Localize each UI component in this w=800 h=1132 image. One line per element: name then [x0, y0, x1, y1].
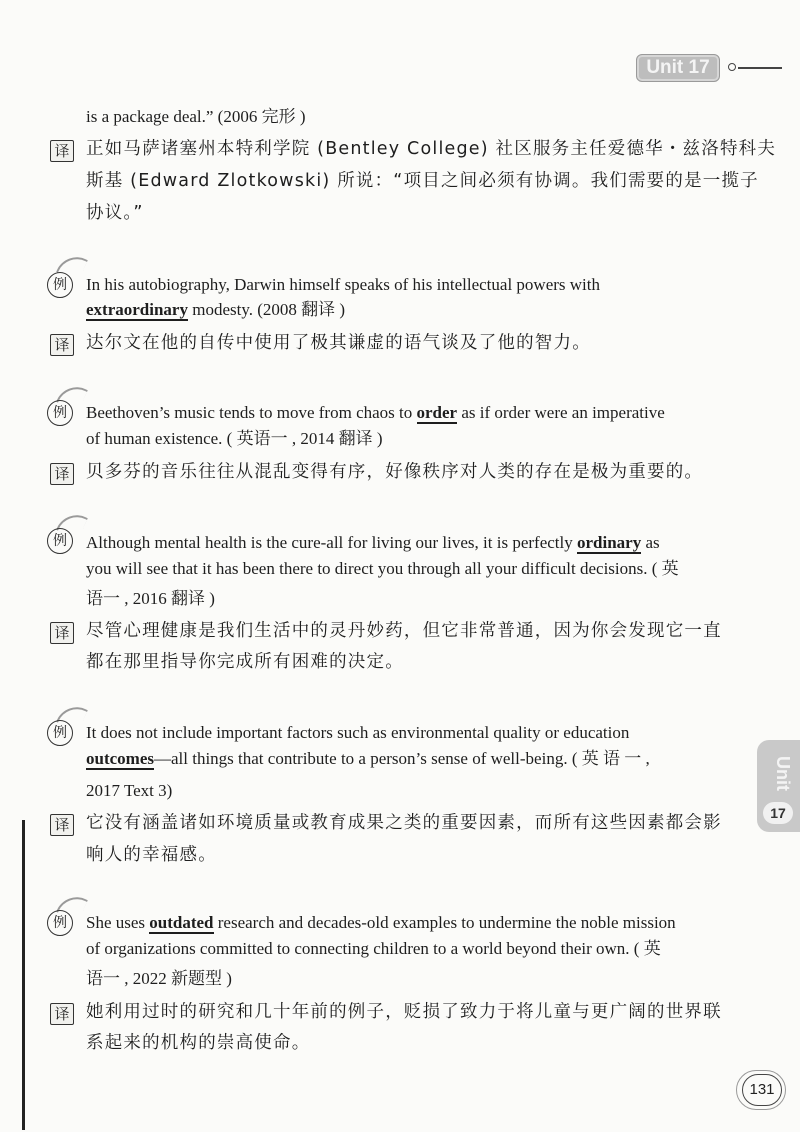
example-marker-icon: 例 — [47, 910, 73, 936]
translation-line: 她利用过时的研究和几十年前的例子，贬损了致力于将儿童与更广阔的世界联 — [86, 1002, 722, 1022]
translation-marker-icon: 译 — [50, 1003, 74, 1025]
keyword: ordinary — [576, 533, 642, 552]
translation-marker-icon: 译 — [50, 334, 74, 356]
translation-line: 斯基 (Edward Zlotkowski) 所说：“项目之间必须有协调。我们需要的是一揽子 — [86, 171, 759, 191]
translation-line: 响人的幸福感。 — [86, 845, 217, 865]
example-line: In his autobiography, Darwin himself speaks of his intellectual powers with — [86, 275, 600, 294]
example-line: is a package deal.” (2006 完形 ) — [86, 107, 306, 126]
example-line: of human existence. ( 英语一 , 2014 翻译 ) — [86, 429, 383, 448]
translation-line: 都在那里指导你完成所有困难的决定。 — [86, 652, 404, 672]
example-text: Beethoven’s music tends to move from chaos to — [86, 403, 417, 422]
translation-line: 它没有涵盖诸如环境质量或教育成果之类的重要因素，而所有这些因素都会影 — [86, 813, 722, 833]
translation-marker-icon: 译 — [50, 463, 74, 485]
example-marker-icon: 例 — [47, 272, 73, 298]
binding-edge — [22, 820, 25, 1130]
side-unit-tab — [757, 740, 800, 832]
example-text: modesty. (2008 翻译 ) — [187, 300, 346, 319]
side-tab-label: Unit — [773, 755, 793, 791]
example-text: as if order were an imperative — [457, 403, 665, 422]
example-text: Although mental health is the cure-all for living our lives, it is perfectly — [86, 533, 577, 552]
translation-line: 贝多芬的音乐往往从混乱变得有序，好像秩序对人类的存在是极为重要的。 — [86, 462, 704, 482]
translation-marker-icon: 译 — [50, 622, 74, 644]
example-line: 2017 Text 3) — [86, 781, 173, 800]
example-text: —all things that contribute to a person’s sense of well-being. ( 英 语 一 , — [153, 749, 650, 768]
example-text: as — [641, 533, 660, 552]
example-line: It does not include important factors such as environmental quality or education — [86, 723, 630, 742]
example-line: of organizations committed to connecting children to a world beyond their own. ( 英 — [86, 939, 661, 958]
example-text: research and decades-old examples to undermine the noble mission — [213, 913, 676, 932]
translation-marker-icon: 译 — [50, 814, 74, 836]
header-rule — [738, 67, 782, 69]
translation-line: 系起来的机构的崇高使命。 — [86, 1033, 311, 1053]
translation-line: 正如马萨诸塞州本特利学院 (Bentley College) 社区服务主任爱德华・兹洛特科夫 — [86, 139, 777, 159]
example-line: 语一 , 2016 翻译 ) — [86, 589, 215, 608]
keyword: outcomes — [86, 749, 154, 768]
example-line — [86, 910, 676, 935]
side-tab-number: 17 — [763, 802, 793, 824]
keyword: order — [416, 403, 458, 422]
example-line — [86, 400, 665, 425]
example-line — [86, 297, 345, 322]
example-marker-icon: 例 — [47, 720, 73, 746]
unit-dot-icon — [728, 63, 736, 71]
translation-line: 尽管心理健康是我们生活中的灵丹妙药，但它非常普通，因为你会发现它一直 — [86, 621, 722, 641]
example-marker-icon: 例 — [47, 400, 73, 426]
example-line: you will see that it has been there to direct you through all your difficult decisions. ( 英 — [86, 559, 679, 578]
example-line: 语一 , 2022 新题型 ) — [86, 969, 232, 988]
example-line — [86, 746, 650, 771]
example-marker-icon: 例 — [47, 528, 73, 554]
translation-line: 协议。” — [86, 203, 144, 223]
example-text: She uses — [86, 913, 150, 932]
translation-marker-icon: 译 — [50, 140, 74, 162]
translation-line: 达尔文在他的自传中使用了极其谦虚的语气谈及了他的智力。 — [86, 333, 591, 353]
example-line — [86, 530, 660, 555]
page-number: 131 — [742, 1074, 782, 1106]
unit-badge: Unit 17 — [636, 54, 720, 82]
keyword: extraordinary — [86, 300, 188, 319]
keyword: outdated — [149, 913, 214, 932]
